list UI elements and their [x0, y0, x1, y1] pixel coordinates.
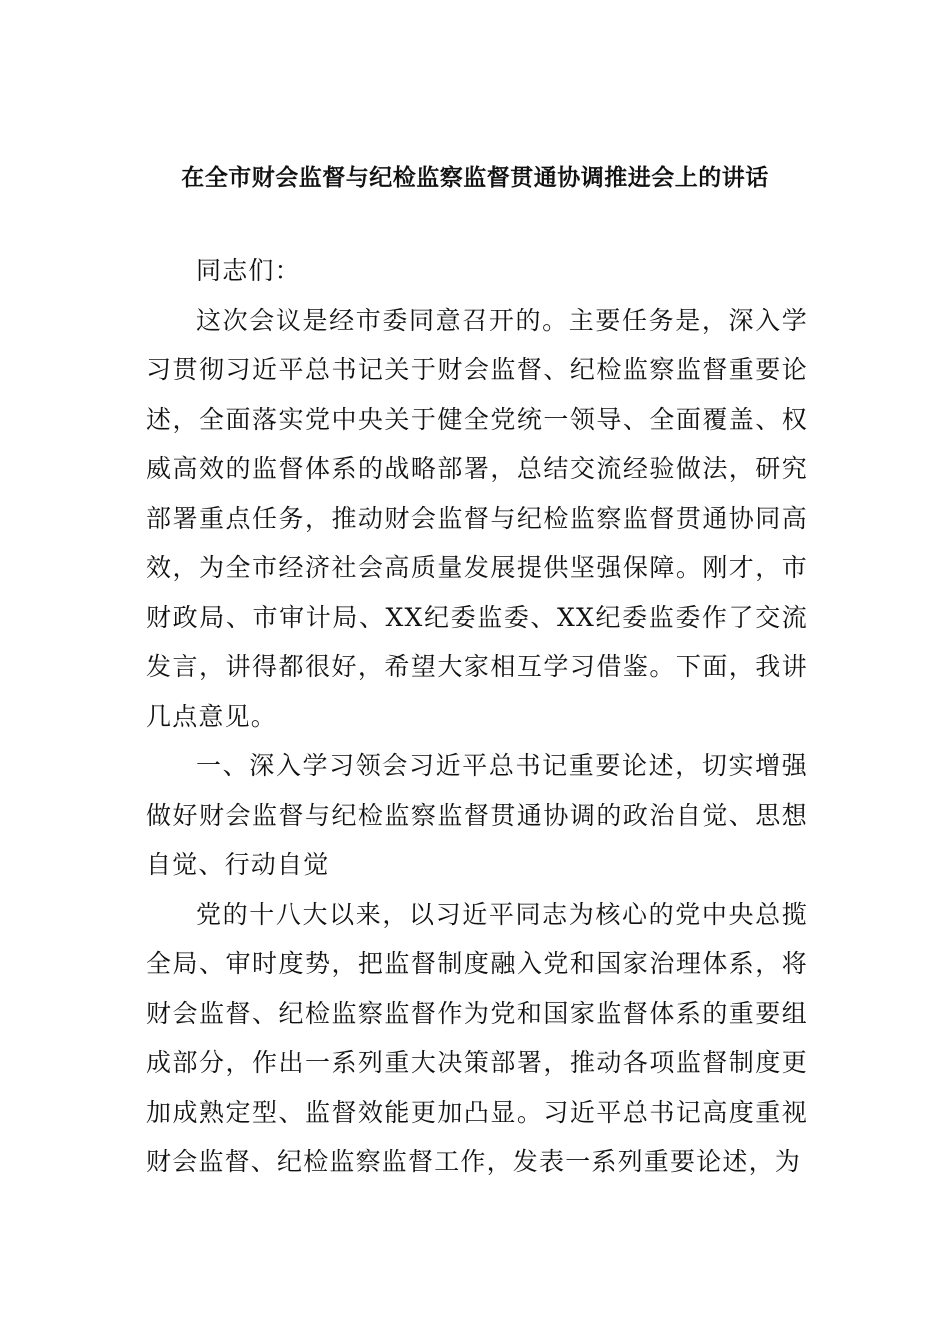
intro-paragraph: 这次会议是经市委同意召开的。主要任务是，深入学习贯彻习近平总书记关于财会监督、纪检监察监督重要论述，全面落实党中央关于健全党统一领导、全面覆盖、权威高效的监督体系的战略部署，总结交流经验做法，研究部署重点任务，推动财会监督与纪检监察监督贯通协同高效，为全市经济社会高质量发展提供坚强保障。刚才，市财政局、市审计局、XX纪委监委、XX纪委监委作了交流发言，讲得都很好，希望大家相互学习借鉴。下面，我讲几点意见。: [146, 305, 808, 731]
body-paragraph: 党的十八大以来，以习近平同志为核心的党中央总揽全局、审时度势，把监督制度融入党和国家治理体系，将财会监督、纪检监察监督作为党和国家监督体系的重要组成部分，作出一系列重大决策部署，推动各项监督制度更加成熟定型、监督效能更加凸显。习近平总书记高度重视财会监督、纪检监察监督工作，发表一系列重要论述，为: [146, 899, 808, 1176]
document-title: 在全市财会监督与纪检监察监督贯通协调推进会上的讲话: [181, 165, 769, 191]
document-body: [146, 246, 808, 1187]
section-heading-1: 一、深入学习领会习近平总书记重要论述，切实增强做好财会监督与纪检监察监督贯通协调的政治自觉、思想自觉、行动自觉: [146, 751, 808, 879]
salutation-paragraph: 同志们：: [196, 256, 301, 285]
